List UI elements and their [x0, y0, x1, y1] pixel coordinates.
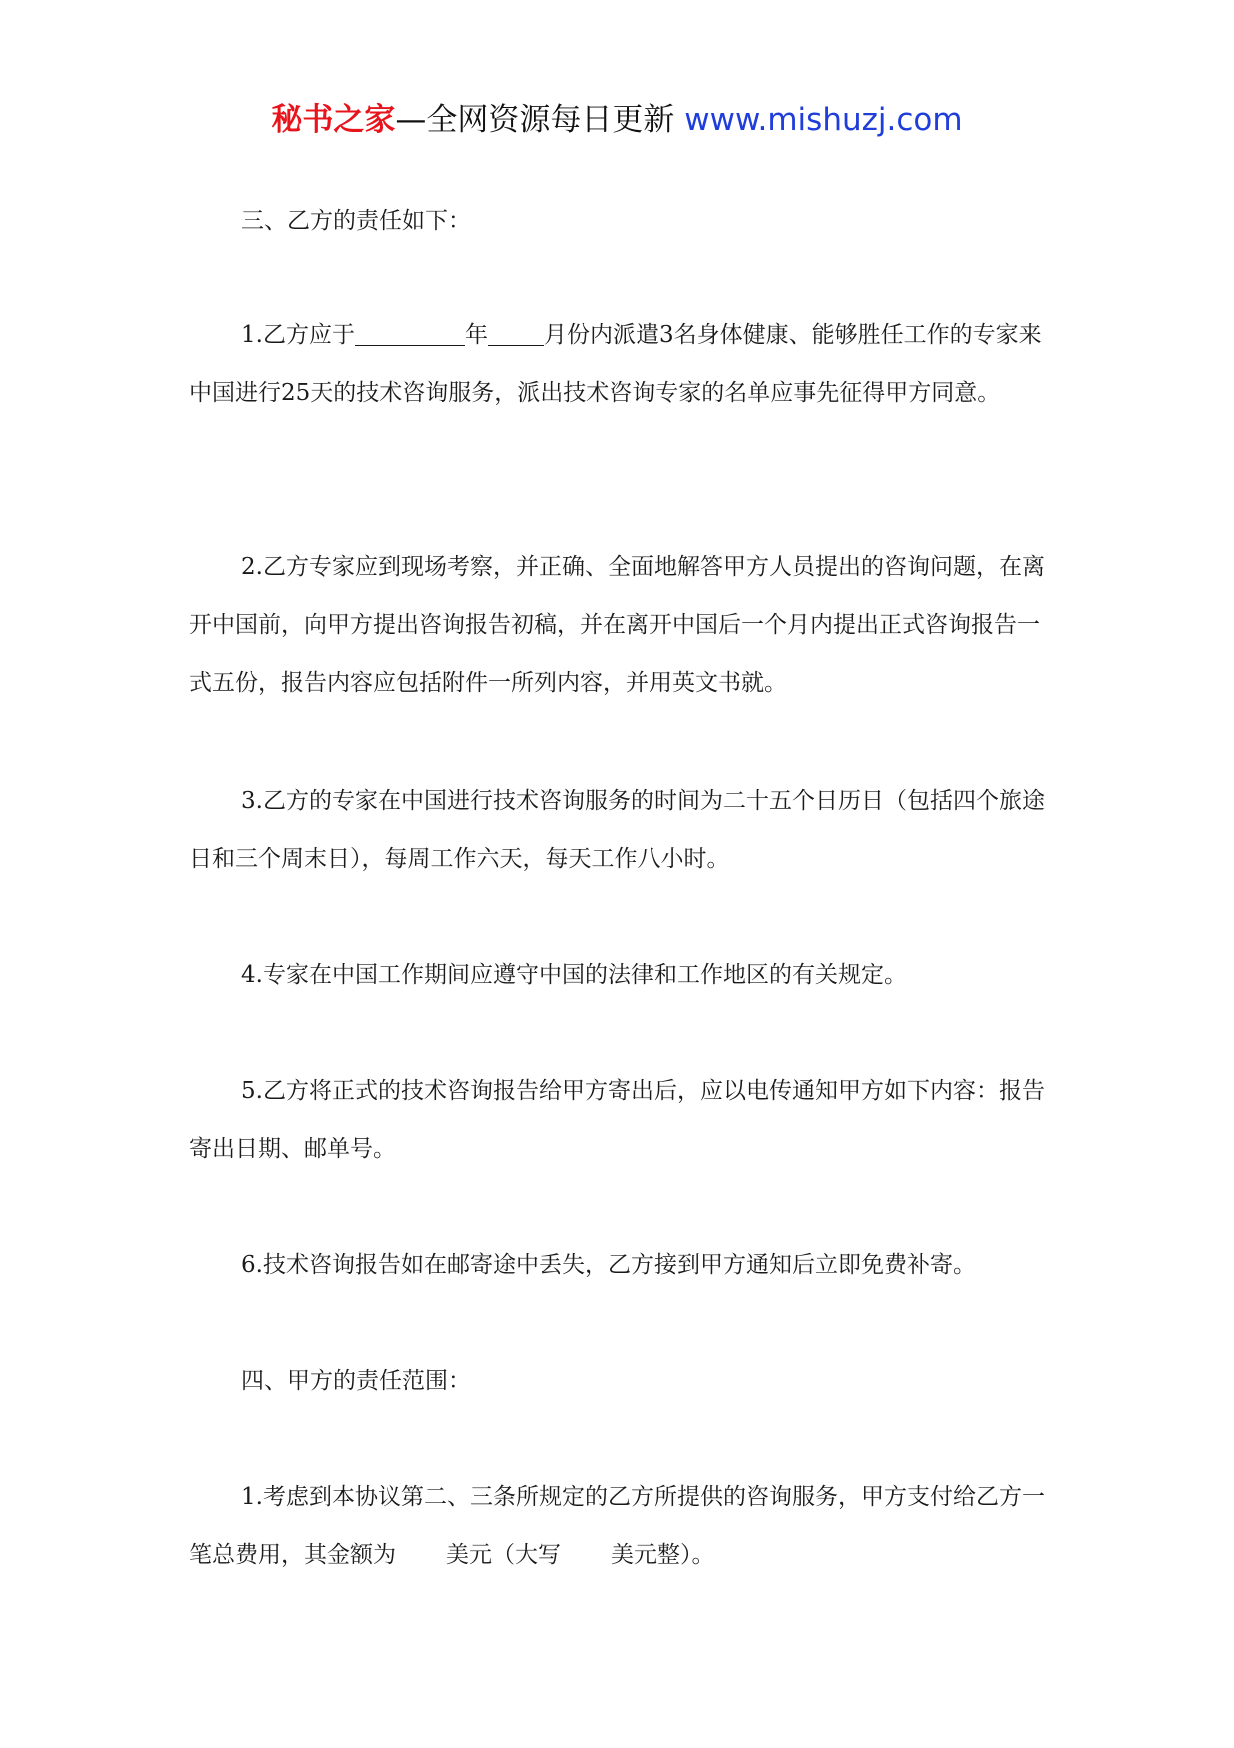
section-3-item-3: 3.乙方的专家在中国进行技术咨询服务的时间为二十五个日历日（包括四个旅途日和三个周末日），每周工作六天，每天工作八小时。 — [189, 788, 1045, 872]
section-3-item-5: 5.乙方将正式的技术咨询报告给甲方寄出后，应以电传通知甲方如下内容：报告寄出日期、邮单号。 — [189, 1078, 1045, 1162]
fee-text-a: 1.考虑到本协议第二、三条所规定的乙方所提供的咨询服务，甲方支付给乙方一笔总费用，其金额为 — [189, 1484, 1045, 1568]
year-blank-field[interactable] — [355, 319, 465, 346]
fee-text-c: 美元整）。 — [611, 1542, 715, 1568]
section-3-item-6: 6.技术咨询报告如在邮寄途中丢失，乙方接到甲方通知后立即免费补寄。 — [241, 1252, 976, 1278]
item-1-text-a: 1.乙方应于 — [241, 322, 355, 348]
fee-text-b: 美元（大写 — [446, 1542, 561, 1568]
section-3-item-1 — [189, 306, 1045, 422]
site-header — [0, 100, 1234, 140]
site-url-link[interactable]: www.mishuzj.com — [684, 102, 963, 138]
brand-name: 秘书之家 — [271, 102, 396, 138]
section-4-item-1 — [189, 1468, 1045, 1584]
section-4-heading: 四、甲方的责任范围： — [241, 1368, 471, 1394]
item-1-text-b: 年 — [464, 322, 488, 348]
section-3-heading: 三、乙方的责任如下： — [241, 208, 471, 234]
month-blank-field[interactable] — [488, 319, 544, 346]
section-3-item-4: 4.专家在中国工作期间应遵守中国的法律和工作地区的有关规定。 — [241, 962, 907, 988]
header-tagline: —全网资源每日更新 — [395, 102, 675, 138]
section-3-item-2: 2.乙方专家应到现场考察，并正确、全面地解答甲方人员提出的咨询问题，在离开中国前，向甲方提出咨询报告初稿，并在离开中国后一个月内提出正式咨询报告一式五份，报告内容应包括附件一所列内容，并用英文书就。 — [189, 554, 1045, 696]
item-1-text-c: 月份内派遣3名身体健康、能够胜任工作的专家来中国进行25天的技术咨询服务，派出技术咨询专家的名单应事先征得甲方同意。 — [189, 322, 1042, 406]
